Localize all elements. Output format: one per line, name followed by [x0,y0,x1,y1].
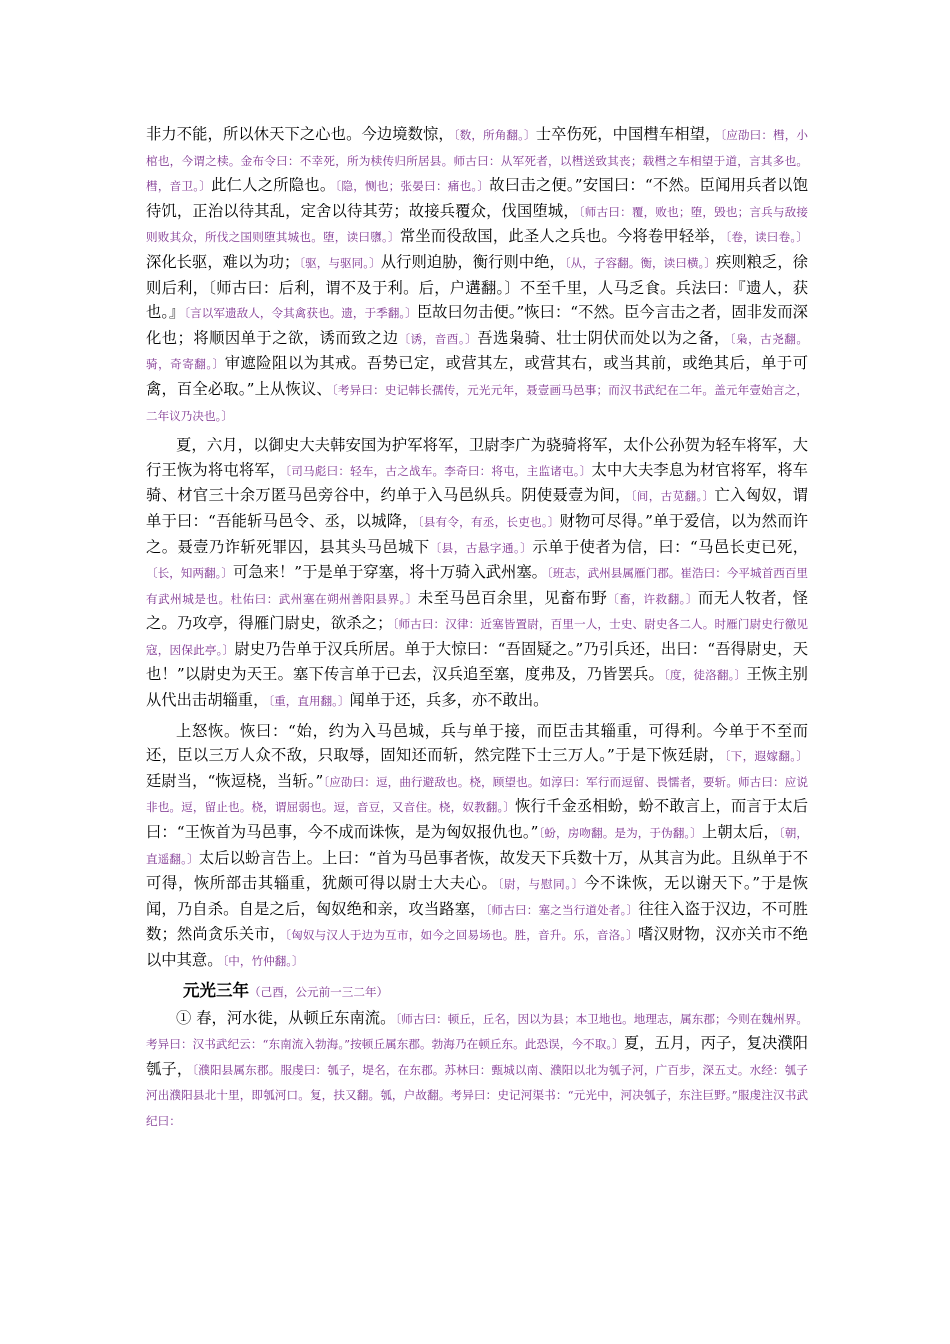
annotation-note: 〔匈奴与汉人于边为互市，如今之回易场也。胜，音升。乐，音洛。〕 [285,928,639,943]
main-text: 示单于使者为信，曰：“马邑长吏已死， [532,537,808,556]
annotation-note: 〔师古曰：覆，败也；堕，毁也；言兵与敌接则败其众，所伐之国则堕其城也。堕，读曰隳。〕 [146,204,808,245]
annotation-note: 〔应劭曰：逗，曲行避敌也。桡，顾望也。如淳曰：军行而逗留、畏懦者，要斩。师古曰：应说非也。逗，留止也。桡，谓屈弱也。逗，音豆，又音住。桡，奴教翻。〕 [146,774,808,815]
main-text: 疾则粮乏，徐则后利，〔师古曰：后利，谓不及于利。后，户遘翻。〕不至千里，人马乏食。兵法曰：『遗人，获也。』 [146,252,808,322]
main-text: 而无人牧者，怪之。乃攻亭，得雁门尉史，欲杀之； [146,588,808,633]
section-title: 元光三年 [183,980,249,1000]
main-text: 上朝太后， [701,823,779,842]
section-text [146,1006,808,1134]
annotation-note: 〔卷，读曰卷。〕 [725,230,808,245]
main-text: 廷尉当，“恢逗桡，当斩。” [146,771,324,790]
annotation-note: 〔言以军遗敌人，令其禽获也。遗，于季翻。〕 [184,306,417,321]
annotation-note: 〔隐，恻也；张晏曰：痛也。〕 [335,179,490,194]
main-text: 夏，五月，丙子，复决濮阳瓠子， [146,1034,808,1078]
paragraph [146,1006,808,1134]
annotation-note: 〔从，子容翻。衡，读曰横。〕 [564,255,716,270]
main-text: 可急来！”于是单于穿塞，将十万骑入武州塞。 [233,563,547,582]
main-text: 审遮险阻以为其戒。吾势已定，或营其左，或营其右，或当其前，或绝其后，单于可禽，百全必取。”上从恢议、 [146,354,808,398]
annotation-note: 〔下，遐嫁翻。〕 [724,749,808,764]
annotation-note: 〔考异曰：史记韩长孺传，元光元年，聂壹画马邑事；而汉书武纪在二年。盖元年壹始言之，二年议乃决也。〕 [146,382,809,423]
annotation-note: 〔师古曰：汉律：近塞皆置尉，百里一人，士史、尉史各二人。时雁门尉史行徼见寇，因保此亭。〕 [146,617,808,657]
annotation-note: 〔朝，直遥翻。〕 [146,826,808,866]
document-page [146,122,808,1139]
annotation-note: 〔班志，武州县属雁门郡。崔浩曰：今平城首西百里有武州城是也。杜佑曰：武州塞在朔州善阳县界。〕 [146,566,809,606]
main-text: 恢行千金丞相蚡，蚡不敢言上，而言于太后曰：“王恢首为马邑事，今不成而诛恢，是为匈奴报仇也。” [146,797,808,842]
annotation-note: 〔数，所角翻。〕 [453,128,536,142]
main-text: 闻单于还，兵多，亦不敢出。 [349,691,549,710]
main-text: 太中大夫李息为材官将军，将车骑、材官三十余万匿马邑旁谷中，约单于入马邑纵兵。阴使聂壹为间， [146,460,808,505]
annotation-note: 〔驱，与驱同。〕 [299,255,381,270]
section-heading [183,979,808,1004]
main-text: 尉史乃告单于汉兵所居。单于大惊曰：“吾固疑之。”乃引兵还，出曰：“吾得尉史，天也！”以尉史为天王。塞下传言单于已去，汉兵追至塞，度弗及，乃皆罢兵。 [146,639,808,684]
main-text: 上怒恢。恢曰：“始，约为入马邑城，兵与单于接，而臣击其辎重，可得利。今单于不至而还，臣以三万人众不敌，只取辱，固知还而斩，然完陛下士三万人。”于是下恢廷尉， [146,721,808,765]
main-text: 深化长驱，难以为功； [146,252,300,271]
main-text: 亡入匈奴，谓单于曰：“吾能斩马邑令、丞，以城降， [146,486,808,530]
main-text: 士卒伤死，中国槥车相望， [535,125,721,143]
main-text: 太后以蚡言告上。上曰：“首为马邑事者恢，故发天下兵数十万，从其言为此。且纵单于不可得，恢所部击其辎重，犹颇可得以尉士大夫心。 [146,848,809,893]
annotation-note: 〔濮阳县属东郡。服虔曰：瓠子，堤名，在东郡。苏林曰：甄城以南、濮阳以北为瓠子河，广百步，深五丈。水经：瓠子河出濮阳县北十里，即瓠河口。复，扶又翻。瓠，户故翻。考异曰：史记河渠书：“元光中，河决瓠子，东注巨野。”服虔注汉书武纪曰： [146,1062,808,1128]
annotation-note: 〔尉，与慰同。〕 [497,877,585,892]
annotation-note: 〔诱，音酉。〕 [398,331,478,346]
main-text: ① 春，河水徙，从顿丘东南流。 [176,1008,396,1027]
paragraph [146,433,808,714]
main-text: 从行则迫胁，衡行则中绝， [380,252,565,271]
main-text: 往往入盗于汉边，不可胜数；然尚贪乐关市， [146,899,808,944]
main-text: 夏，六月，以御史大夫韩安国为护军将军，卫尉李广为骁骑将军，太仆公孙贺为轻车将军，大行王恢为将屯将军， [146,436,808,479]
main-text: 王恢主别从代出击胡辎重， [146,665,808,710]
main-text: 臣故曰勿击便。”恢曰：“不然。臣今言击之者，固非发而深化也；将顺因单于之欲，诱而致之边 [146,303,808,347]
annotation-note: 〔度，徒洛翻。〕 [663,668,747,683]
paragraph [146,122,808,428]
body-text [146,122,808,974]
annotation-note: 〔司马彪曰：轻车，古之战车。李奇曰：将屯，主监诸屯。〕 [285,463,592,478]
section-subtitle: （己酉，公元前一三二年） [249,984,389,999]
annotation-note: 〔枭，古尧翻。骑，奇寄翻。〕 [146,331,808,372]
main-text: 常坐而役敌国，此圣人之兵也。今将卷甲轻举， [399,227,726,246]
annotation-note: 〔畜，许救翻。〕 [607,591,699,606]
main-text: 故曰击之便。”安国曰：“不然。臣闻用兵者以饱待饥，正治以待其乱，定舍以待其劳；故接兵覆众，伐国堕城， [146,176,808,220]
annotation-note: 〔重，直用翻。〕 [268,694,350,709]
annotation-note: 〔师古曰：塞之当行道处者。〕 [485,902,639,917]
main-text: 嗜汉财物，汉亦关市不绝以中其意。 [146,925,808,969]
annotation-note: 〔长，知两翻。〕 [146,566,234,581]
main-text: 今不诛恢，无以谢天下。”于是恢闻，乃自杀。自是之后，匈奴绝和亲，攻当路塞， [146,874,809,918]
annotation-note: 〔县，古悬字通。〕 [429,540,533,555]
main-text: 财物可尽得。”单于爱信，以为然而许之。聂壹乃诈斩死罪囚，县其头马邑城下 [146,511,809,556]
paragraph [146,719,808,974]
main-text: 吾选枭骑、壮士阴伏而处以为之备， [477,328,730,347]
annotation-note: 〔应劭曰：槥，小棺也，今谓之椟。金布令曰：不幸死，所为椟传归所居县。师古曰：从军死者，以槥送致其丧；载槥之车相望于道，言其多也。槥，音卫。〕 [146,128,808,194]
annotation-note: 〔蚡，房吻翻。是为，于伪翻。〕 [538,826,702,841]
main-text: 未至马邑百余里，见畜布野 [417,588,608,607]
annotation-note: 〔中，竹仲翻。〕 [222,954,304,968]
annotation-note: 〔县有令，有丞，长吏也。〕 [417,514,560,529]
main-text: 非力不能，所以休天下之心也。今边境数惊， [146,125,454,143]
annotation-note: 〔师古曰：顿丘，丘名，因以为县；本卫地也。地理志，属东郡；今则在魏州界。考异曰：汉书武纪云：“东南流入勃海。”按顿丘属东郡。勃海乃在顿丘东。此恐误，今不取。〕 [146,1011,808,1052]
annotation-note: 〔间，古苋翻。〕 [630,489,715,504]
main-text: 此仁人之所隐也。 [211,176,336,195]
